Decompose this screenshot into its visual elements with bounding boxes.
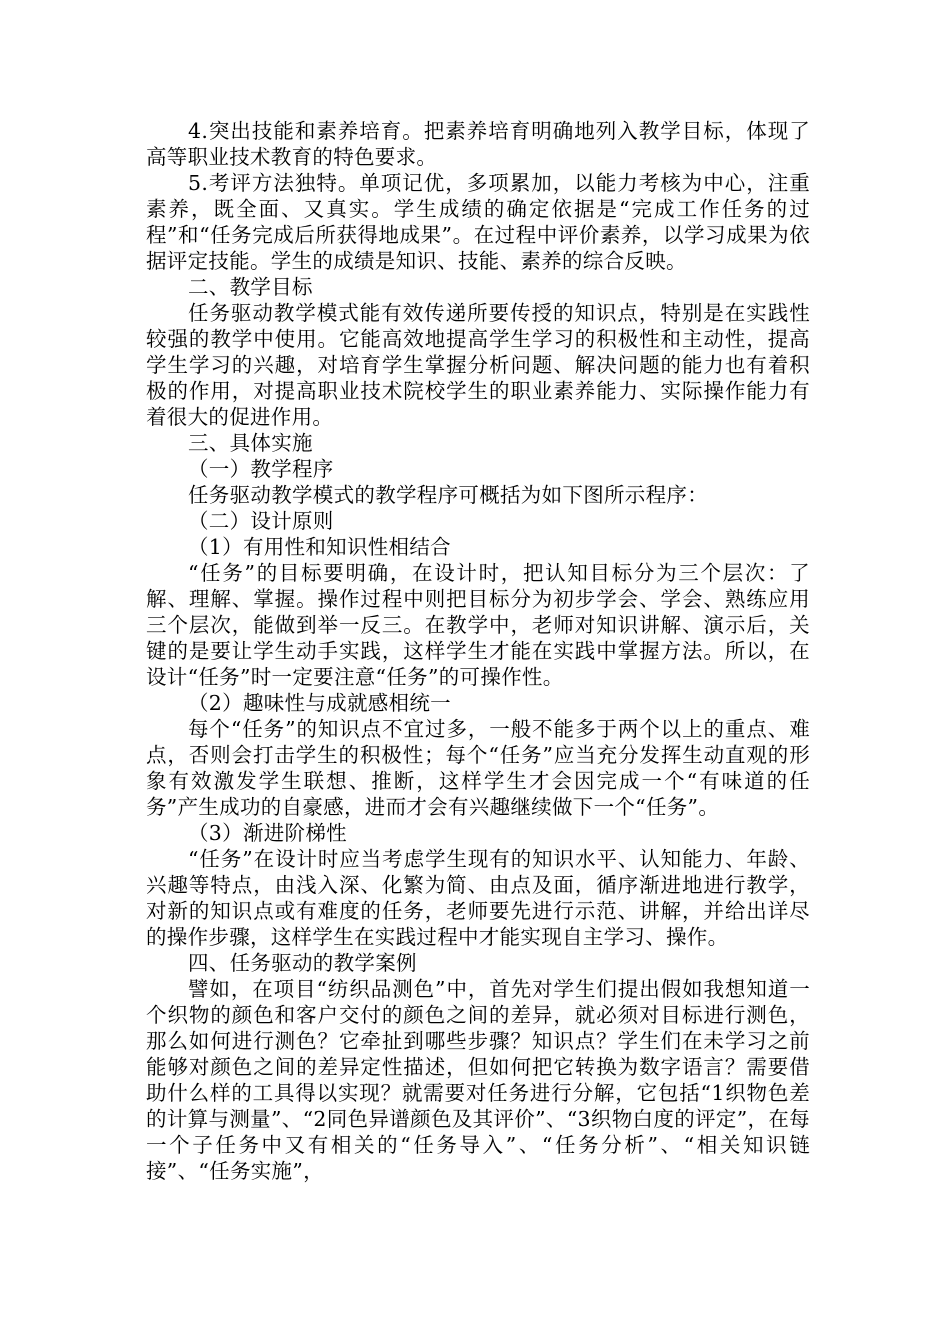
paragraph-teaching-procedure: 任务驱动教学模式的教学程序可概括为如下图所示程序： <box>188 483 708 507</box>
paragraph-principle-1: “任务”的目标要明确，在设计时，把认知目标分为三个层次：了解、理解、掌握。操作过程中则把目标分为初步学会、学会、熟练应用三个层次，能做到举一反三。在教学中，老师对知识讲解、演示后，关键的是要让学生动手实践，这样学生才能在实践中掌握方法。所以，在设计“任务”时一定要注意“任务”的可操作性。 <box>146 561 810 689</box>
paragraph-principle-2: 每个“任务”的知识点不宜过多，一般不能多于两个以上的重点、难点，否则会打击学生的积极性；每个“任务”应当充分发挥生动直观的形象有效激发学生联想、推断，这样学生才会因完成一个“有味道的任务”产生成功的自豪感，进而才会有兴趣继续做下一个“任务”。 <box>146 717 810 819</box>
subheading-principle-1: （1）有用性和知识性相结合 <box>188 535 451 559</box>
subheading-principle-2: （2）趣味性与成就感相统一 <box>188 691 451 715</box>
heading-teaching-goals: 二、教学目标 <box>188 275 313 299</box>
paragraph-point-4: 4.突出技能和素养培育。把素养培育明确地列入教学目标，体现了高等职业技术教育的特色要求。 <box>146 119 810 169</box>
document-body <box>146 118 810 1184</box>
subheading-principle-3: （3）渐进阶梯性 <box>188 821 347 845</box>
paragraph-principle-3: “任务”在设计时应当考虑学生现有的知识水平、认知能力、年龄、兴趣等特点，由浅入深、化繁为简、由点及面，循序渐进地进行教学，对新的知识点或有难度的任务，老师要先进行示范、讲解，并给出详尽的操作步骤，这样学生在实践过程中才能实现自主学习、操作。 <box>146 847 810 949</box>
subheading-design-principles: （二）设计原则 <box>188 509 334 533</box>
heading-implementation: 三、具体实施 <box>188 431 313 455</box>
heading-teaching-case: 四、任务驱动的教学案例 <box>188 951 417 975</box>
subheading-teaching-procedure: （一）教学程序 <box>188 457 334 481</box>
paragraph-point-5: 5.考评方法独特。单项记优，多项累加，以能力考核为中心，注重素养，既全面、又真实。学生成绩的确定依据是“完成工作任务的过程”和“任务完成后所获得地成果”。在过程中评价素养，以学习成果为依据评定技能。学生的成绩是知识、技能、素养的综合反映。 <box>146 171 810 273</box>
paragraph-teaching-case: 譬如，在项目“纺织品测色”中，首先对学生们提出假如我想知道一个织物的颜色和客户交付的颜色之间的差异，就必须对目标进行测色，那么如何进行测色？它牵扯到哪些步骤？知识点？学生们在未学习之前能够对颜色之间的差异定性描述，但如何把它转换为数字语言？需要借助什么样的工具得以实现？就需要对任务进行分解，它包括“1织物色差的计算与测量”、“2同色异谱颜色及其评价”、“3织物白度的评定”，在每一个子任务中又有相关的“任务导入”、“任务分析”、“相关知识链接”、“任务实施”， <box>146 977 810 1183</box>
paragraph-teaching-goals: 任务驱动教学模式能有效传递所要传授的知识点，特别是在实践性较强的教学中使用。它能高效地提高学生学习的积极性和主动性，提高学生学习的兴趣，对培育学生掌握分析问题、解决问题的能力也有着积极的作用，对提高职业技术院校学生的职业素养能力、实际操作能力有着很大的促进作用。 <box>146 301 810 429</box>
